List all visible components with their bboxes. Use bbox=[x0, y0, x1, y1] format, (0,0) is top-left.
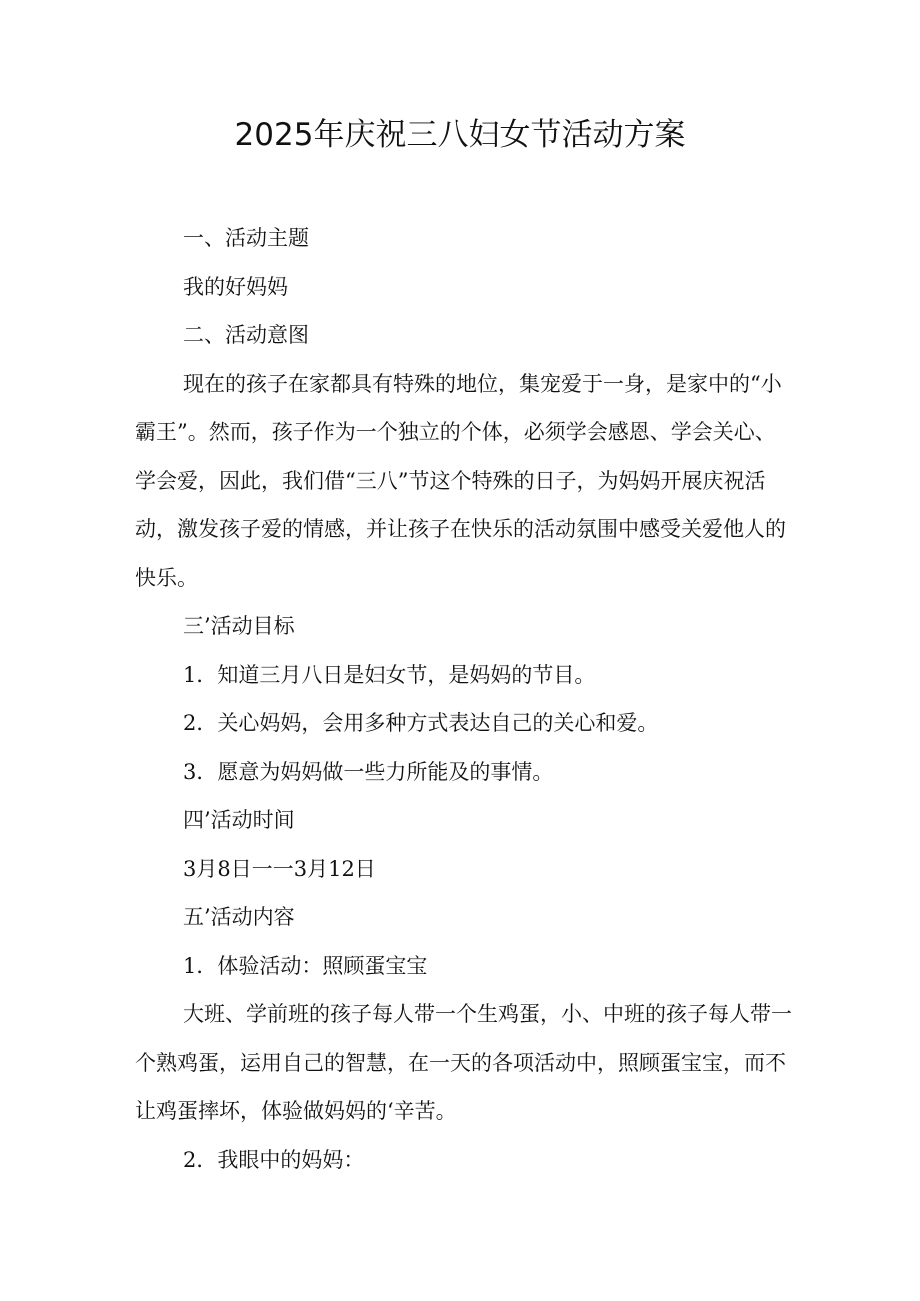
list-item-goal-2: 2．关心妈妈，会用多种方式表达自己的关心和爱。 bbox=[183, 711, 659, 735]
paragraph-intent: 现在的孩子在家都具有特殊的地位，集宠爱于一身，是家中的“小霸王”。然而，孩子作为一个独立的个体，必须学会感恩、学会关心、学会爱，因此，我们借“三八”节这个特殊的日子，为妈妈开展庆祝活动，激发孩子爱的情感，并让孩子在快乐的活动氛围中感受关爱他人的快乐。 bbox=[135, 371, 786, 590]
list-item-goal-1: 1．知道三月八日是妇女节，是妈妈的节目。 bbox=[183, 662, 596, 687]
document-body bbox=[135, 214, 795, 1184]
paragraph-content-1: 大班、学前班的孩子每人带一个生鸡蛋，小、中班的孩子每人带一个熟鸡蛋，运用自己的智慧，在一天的各项活动中，照顾蛋宝宝，而不让鸡蛋摔坏，体验做妈妈的‘辛苦。 bbox=[135, 1002, 792, 1123]
paragraph-theme: 我的好妈妈 bbox=[183, 274, 288, 299]
list-item-content-1: 1．体验活动：照顾蛋宝宝 bbox=[183, 953, 428, 978]
section-heading-content: 五’活动内容 bbox=[183, 905, 295, 929]
section-heading-goals: 三’活动目标 bbox=[183, 614, 295, 638]
section-heading-intent: 二、活动意图 bbox=[183, 323, 309, 347]
section-heading-theme: 一、活动主题 bbox=[183, 226, 309, 250]
paragraph-time: 3月8日一一3月12日 bbox=[183, 856, 376, 881]
list-item-goal-3: 3．愿意为妈妈做一些力所能及的事情。 bbox=[183, 759, 554, 784]
section-heading-time: 四’活动时间 bbox=[183, 808, 295, 832]
list-item-content-2: 2．我眼中的妈妈： bbox=[183, 1147, 365, 1172]
document-title: 2025年庆祝三八妇女节活动方案 bbox=[234, 117, 686, 153]
